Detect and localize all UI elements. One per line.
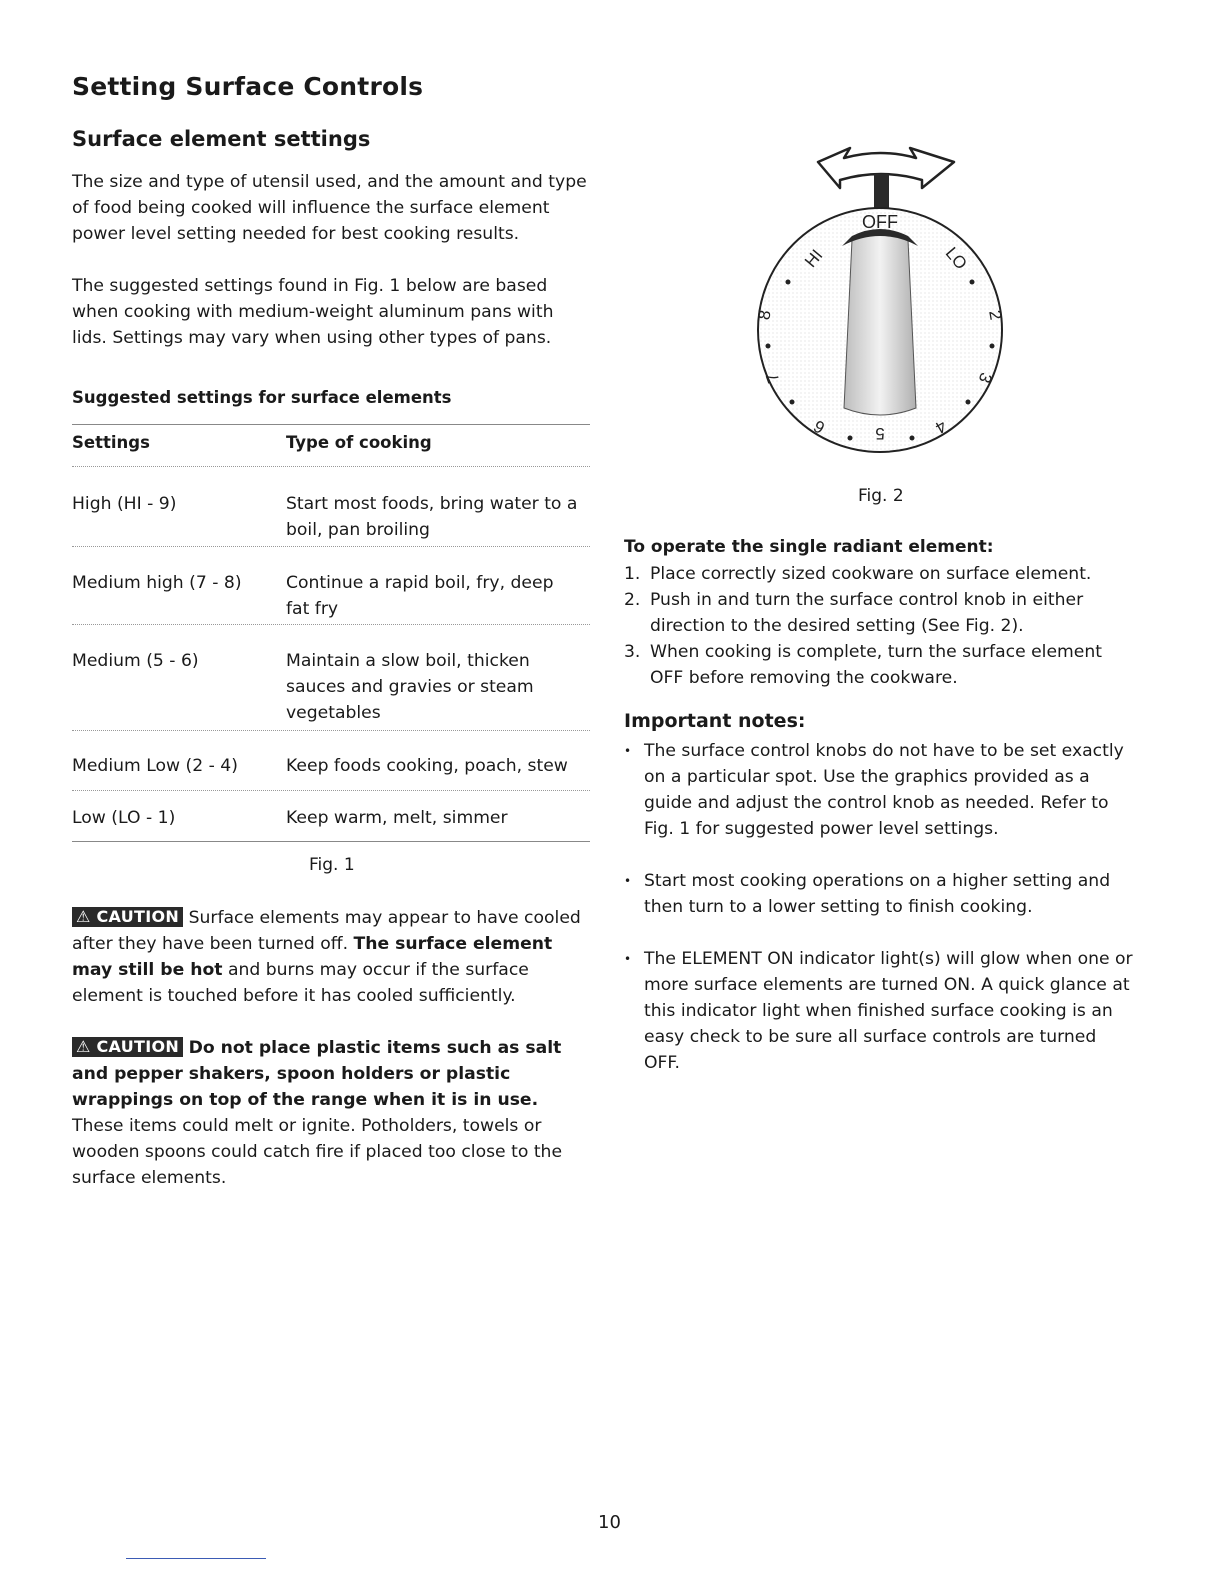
table-cell-type: Continue a rapid boil, fry, deep fat fry — [286, 573, 554, 619]
notes-list — [624, 738, 1134, 1102]
table-row-rule — [72, 790, 590, 791]
notes-title: Important notes: — [624, 710, 806, 732]
figure-2-caption: Fig. 2 — [858, 486, 904, 506]
list-item: 1. Place correctly sized cookware on surface element. — [624, 564, 1092, 584]
caution-paragraph-2: ⚠ CAUTION Do not place plastic items such as salt and pepper shakers, spoon holders or plastic wrappings on top of the range when it is in use. These items could melt or ignite. Potholders, towels or wooden spoons could catch fire if placed too close to the surface elements. — [72, 1037, 563, 1188]
table-header-type: Type of cooking — [286, 433, 432, 452]
table-bottom-rule — [72, 841, 590, 842]
page-title: Setting Surface Controls — [72, 72, 424, 101]
list-item: • The surface control knobs do not have to be set exactly on a particular spot. Use the graphics provided as a guide and adjust the control knob as needed. Refer to Fig. 1 for suggested power level settings. — [624, 738, 1134, 842]
table-cell-setting: Medium Low (2 - 4) — [72, 756, 238, 776]
knob-number: 8 — [754, 308, 775, 322]
table-cell-setting: Medium high (7 - 8) — [72, 573, 242, 593]
table-row-rule — [72, 730, 590, 731]
caution-paragraph-1: ⚠ CAUTION Surface elements may appear to have cooled after they have been turned off. The surface element may still be hot and burns may occur if the surface element is touched before it has cooled sufficiently. — [72, 907, 581, 1006]
caution-badge: ⚠ CAUTION — [72, 1037, 183, 1057]
operate-title: To operate the single radiant element: — [624, 537, 994, 557]
knob-number: 6 — [810, 416, 829, 438]
section-title: Surface element settings — [72, 127, 371, 151]
table-cell-setting: High (HI - 9) — [72, 494, 177, 514]
table-cell-type: Keep foods cooking, poach, stew — [286, 756, 568, 776]
knob-lo-label: LO — [941, 243, 971, 274]
figure-1-caption: Fig. 1 — [309, 855, 355, 875]
table-row-rule — [72, 624, 590, 625]
table-row-rule — [72, 546, 590, 547]
table-title: Suggested settings for surface elements — [72, 388, 452, 407]
table-cell-setting: Medium (5 - 6) — [72, 651, 199, 671]
knob-number: 3 — [974, 370, 996, 386]
knob-number: 5 — [875, 424, 885, 443]
knob-number: 2 — [985, 308, 1006, 322]
table-header-settings: Settings — [72, 433, 150, 452]
table-cell-type: Keep warm, melt, simmer — [286, 808, 508, 828]
table-top-rule — [72, 424, 590, 425]
control-knob-diagram — [740, 140, 1030, 470]
footer-rule — [126, 1558, 266, 1559]
page-number: 10 — [598, 1512, 621, 1533]
table-cell-type: Maintain a slow boil, thicken sauces and gravies or steam vegetables — [286, 651, 534, 723]
list-item: • Start most cooking operations on a higher setting and then turn to a lower setting to finish cooking. — [624, 868, 1134, 920]
knob-number: 4 — [931, 416, 950, 438]
caution-badge: ⚠ CAUTION — [72, 907, 183, 927]
knob-hi-label: HI — [801, 245, 827, 272]
knob-off-label: OFF — [862, 212, 898, 232]
knob-number: 7 — [762, 370, 784, 386]
list-item: 2. Push in and turn the surface control knob in either direction to the desired setting (See Fig. 2). — [624, 590, 1084, 636]
operate-steps — [624, 561, 1114, 691]
list-item: • The ELEMENT ON indicator light(s) will glow when one or more surface elements are turned ON. A quick glance at this indicator light when finished surface cooking is an easy check to be sure all surface controls are turned OFF. — [624, 946, 1134, 1076]
list-item: 3. When cooking is complete, turn the surface element OFF before removing the cookware. — [624, 642, 1102, 688]
intro-paragraph-2: The suggested settings found in Fig. 1 below are based when cooking with medium-weight aluminum pans with lids. Settings may vary when using other types of pans. — [72, 276, 554, 348]
intro-paragraph-1: The size and type of utensil used, and the amount and type of food being cooked will influence the surface element power level setting needed for best cooking results. — [72, 172, 587, 244]
table-cell-setting: Low (LO - 1) — [72, 808, 176, 828]
table-header-rule — [72, 466, 590, 467]
table-cell-type: Start most foods, bring water to a boil, pan broiling — [286, 494, 578, 540]
